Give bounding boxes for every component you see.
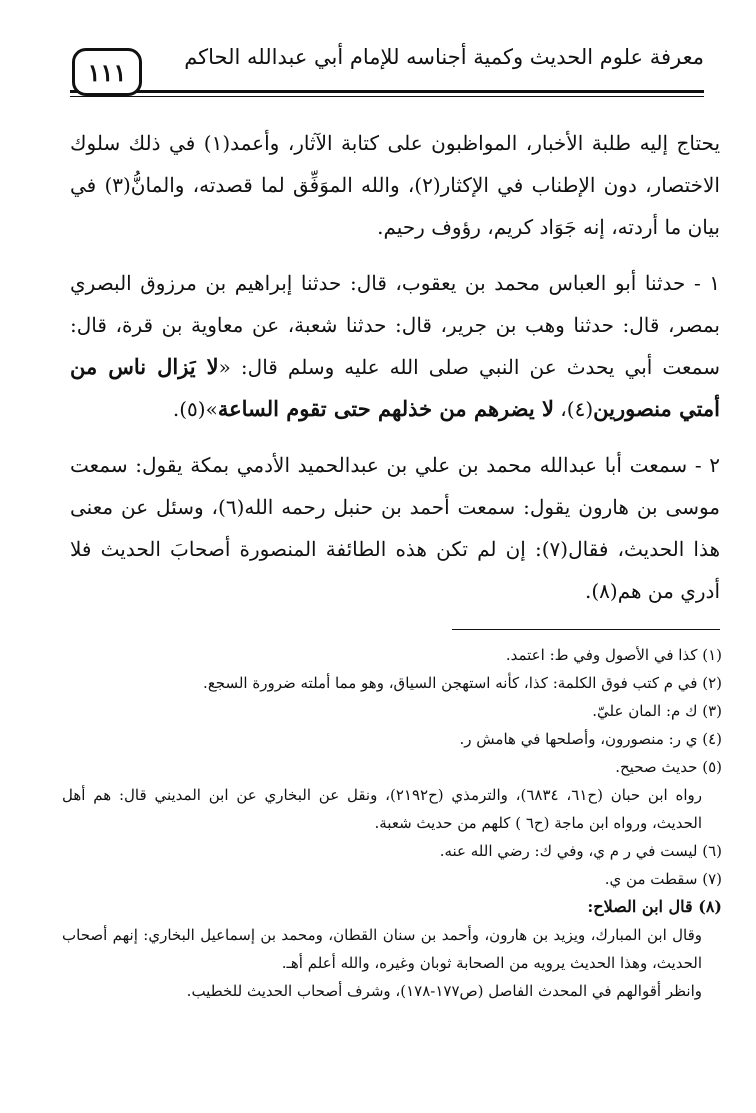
running-header <box>70 34 704 98</box>
footnote-3: (٣) ك م: المان عليّ. <box>592 702 722 720</box>
hadith-1-text-a: لا يَزال ناس من أمتي منصورين <box>70 354 720 421</box>
header-title: معرفة علوم الحديث وكمية أجناسه للإمام أبي عبدالله الحاكم <box>184 45 704 69</box>
footnote-ref-5: »(٥). <box>172 397 218 421</box>
footnote-6: (٦) ليست في ر م ي، وفي ك: رضي الله عنه. <box>439 842 722 860</box>
footnote-8 <box>62 893 722 921</box>
page-number: ١١١ <box>72 48 142 96</box>
footnote-4: (٤) ي ر: منصورون، وأصلحها في هامش ر. <box>459 730 722 748</box>
footnote-8-source: وانظر أقوالهم في المحدث الفاصل (ص١٧٧-١٧٨)، وشرف أصحاب الحديث للخطيب. <box>186 982 702 1000</box>
footnote-8-detail: وقال ابن المبارك، ويزيد بن هارون، وأحمد بن سنان القطان، ومحمد بن إسماعيل البخاري: إنهم أصحاب الحديث، وهذا الحديث يرويه من الصحابة ثوبان وغيره، والله أعلم أهـ. <box>62 926 702 972</box>
header-rule <box>70 90 704 93</box>
footnote-2: (٢) في م كتب فوق الكلمة: كذا، كأنه استهجن السياق، وهو مما أملته ضرورة السجع. <box>203 674 722 692</box>
footnote-separator <box>452 629 720 630</box>
footnote-1: (١) كذا في الأصول وفي ط: اعتمد. <box>505 646 722 664</box>
paragraph-hadith-1 <box>70 262 720 430</box>
hadith-1-text-b: لا يضرهم من خذلهم حتى تقوم الساعة <box>217 396 554 421</box>
footnote-8-heading: (٨) قال ابن الصلاح: <box>587 897 722 916</box>
footnote-ref-4: (٤)، <box>553 397 594 421</box>
footnotes <box>62 641 722 1005</box>
header-rule-thin <box>70 96 704 97</box>
paragraph-report-2: ٢ - سمعت أبا عبدالله محمد بن علي بن عبدالحميد الأدمي بمكة يقول: سمعت موسى بن هارون يقول: سمعت أحمد بن حنبل رحمه الله(٦)، وسئل عن معنى هذا الحديث، فقال(٧): إن لم تكن هذه الطائفة المنصورة أصحابَ الحديث فلا أدري من هم(٨). <box>70 453 720 603</box>
main-text <box>70 122 720 626</box>
hadith-1-chain: ١ - حدثنا أبو العباس محمد بن يعقوب، قال: حدثنا إبراهيم بن مرزوق البصري بمصر، قال: حدثنا وهب بن جرير، قال: حدثنا شعبة، عن معاوية بن قرة، قال: سمعت أبي يحدث عن النبي صلى الله عليه وسلم قال: « <box>70 271 721 379</box>
footnote-7: (٧) سقطت من ي. <box>604 870 722 888</box>
paragraph-intro: يحتاج إليه طلبة الأخبار، المواظبون على كتابة الآثار، وأعمد(١) في ذلك سلوك الاختصار، دون الإطناب في الإكثار(٢)، والله الموَفِّق لما قصدته، والمانُّ(٣) في بيان ما أردته، إنه جَوَاد كريم، رؤوف رحيم. <box>70 131 721 239</box>
footnote-5: (٥) حديث صحيح. <box>615 758 722 776</box>
footnote-5-detail: رواه ابن حبان (ح٦١، ٦٨٣٤)، والترمذي (ح٢١٩٢)، ونقل عن البخاري عن ابن المديني قال: هم أهل الحديث، ورواه ابن ماجة (ح٦ ) كلهم من حديث شعبة. <box>62 786 703 832</box>
